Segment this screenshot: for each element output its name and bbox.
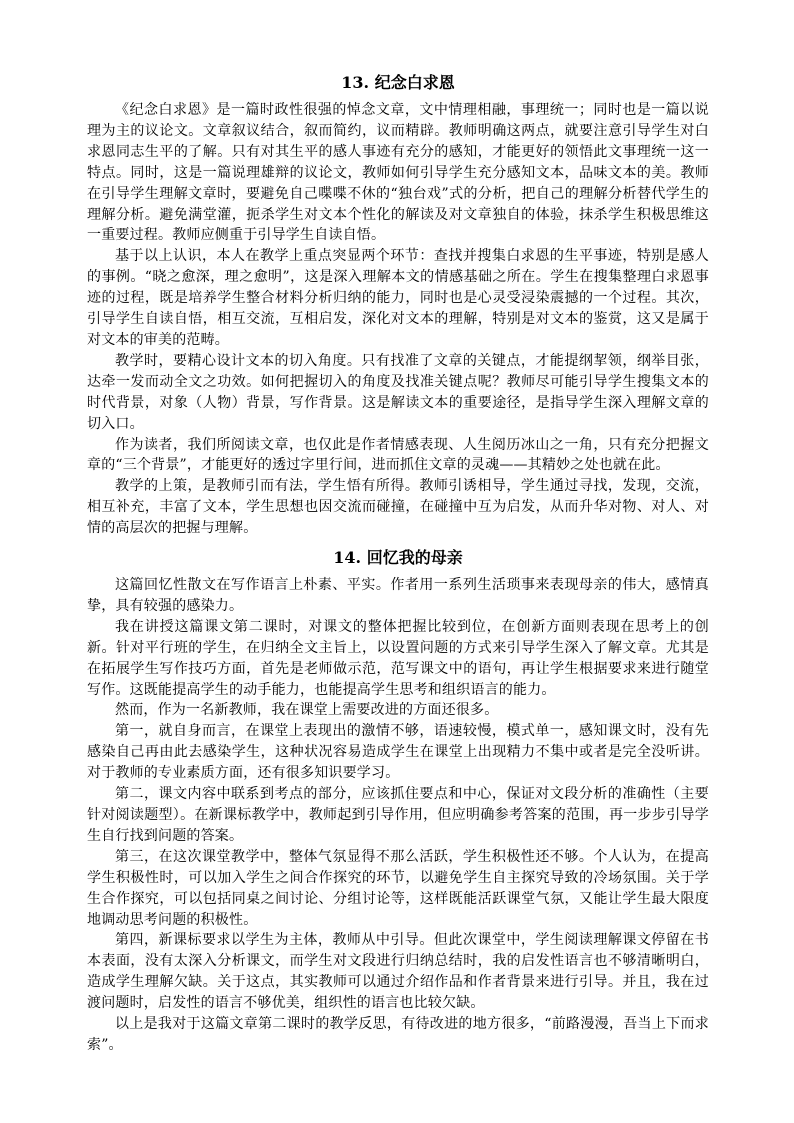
paragraph: 教学的上策，是教师引而有法，学生悟有所得。教师引诱相导，学生通过寻找，发现，交流，相互补充，丰富了文本，学生思想也因交流而碰撞，在碰撞中互为启发，从而升华对物、对人、对情的高层次的把握与理解。 bbox=[87, 478, 709, 537]
paragraph: 第一，就自身而言，在课堂上表现出的激情不够，语速较慢，模式单一，感知课文时，没有先感染自己再由此去感染学生，这种状况容易造成学生在课堂上出现精力不集中或者是完全没听讲。对于教师的专业素质方面，还有很多知识要学习。 bbox=[87, 723, 709, 782]
paragraph: 基于以上认识，本人在教学上重点突显两个环节：查找并搜集白求恩的生平事迹，特别是感人的事例。“晓之愈深，理之愈明”，这是深入理解本文的情感基础之所在。学生在搜集整理白求恩事迹的过程，既是培养学生整合材料分析归纳的能力，同时也是心灵受浸染震撼的一个过程。其次，引导学生自读自悟，相互交流，互相启发，深化对文本的理解，特别是对文本的鉴赏，这又是属于对文本的审美的范畴。 bbox=[87, 248, 709, 348]
paragraph: 作为读者，我们所阅读文章，也仅此是作者情感表现、人生阅历冰山之一角，只有充分把握文章的“三个背景”，才能更好的透过字里行间，进而抓住文章的灵魂——其精妙之处也就在此。 bbox=[87, 436, 709, 474]
paragraph: 第四，新课标要求以学生为主体，教师从中引导。但此次课堂中，学生阅读理解课文停留在书本表面，没有太深入分析课文，而学生对文段进行归纳总结时，我的启发性语言也不够清晰明白，造成学生理解欠缺。关于这点，其实教师可以通过介绍作品和作者背景来进行引导。并且，我在过渡问题时，启发性的语言不够优美，组织性的语言也比较欠缺。 bbox=[87, 932, 709, 1012]
section-commemorate-bethune bbox=[87, 72, 709, 539]
paragraph: 然而，作为一名新教师，我在课堂上需要改进的方面还很多。 bbox=[115, 702, 499, 719]
paragraph: 《纪念白求恩》是一篇时政性很强的悼念文章，文中情理相融，事理统一；同时也是一篇以说理为主的议论文。文章叙议结合，叙而简约，议而精辟。教师明确这两点，就要注意引导学生对白求恩同志生平的了解。只有对其生平的感人事迹有充分的感知，才能更好的领悟此文事理统一这一特点。同时，这是一篇说理雄辩的议论文，教师如何引导学生充分感知文本，品味文本的美。教师在引导学生理解文章时，要避免自己喋喋不休的“独台戏”式的分析，把自己的理解分析替代学生的理解分析。避免满堂灌，扼杀学生对文本个性化的解读及对文章独自的体验，抹杀学生积极思维这一重要过程。教师应侧重于引导学生自读自悟。 bbox=[87, 102, 709, 244]
paragraph: 第三，在这次课堂教学中，整体气氛显得不那么活跃，学生积极性还不够。个人认为，在提高学生积极性时，可以加入学生之间合作探究的环节，以避免学生自主探究导致的冷场氛围。关于学生合作探究，可以包括同桌之间讨论、分组讨论等，这样既能活跃课堂气氛，又能让学生最大限度地调动思考问题的积极性。 bbox=[87, 848, 709, 928]
section-title: 14. 回忆我的母亲 bbox=[333, 548, 463, 568]
section-recall-my-mother bbox=[87, 547, 709, 1056]
document-page bbox=[87, 64, 709, 1056]
paragraph: 以上是我对于这篇文章第二课时的教学反思，有待改进的地方很多，“前路漫漫，吾当上下而求索”。 bbox=[87, 1016, 709, 1053]
paragraph: 这篇回忆性散文在写作语言上朴素、平实。作者用一系列生活琐事来表现母亲的伟大，感情真挚，具有较强的感染力。 bbox=[87, 577, 709, 614]
paragraph: 第二，课文内容中联系到考点的部分，应该抓住要点和中心，保证对文段分析的准确性（主要针对阅读题型）。在新课标教学中，教师起到引导作用，但应明确参考答案的范围，再一步步引导学生自行找到问题的答案。 bbox=[87, 786, 709, 844]
paragraph: 我在讲授这篇课文第二课时，对课文的整体把握比较到位，在创新方面则表现在思考上的创新。针对平行班的学生，在归纳全文主旨上，以设置问题的方式来引导学生深入了解文章。尤其是在拓展学生写作技巧方面，首先是老师做示范，范写课文中的语句，再让学生根据要求来进行随堂写作。这既能提高学生的动手能力，也能提高学生思考和组织语言的能力。 bbox=[87, 618, 709, 698]
paragraph: 教学时，要精心设计文本的切入角度。只有找准了文章的关键点，才能提纲挈领，纲举目张，达牵一发而动全文之功效。如何把握切入的角度及找准关键点呢？教师尽可能引导学生搜集文本的时代背景，对象（人物）背景，写作背景。这是解读文本的重要途径，是指导学生深入理解文章的切入口。 bbox=[87, 352, 709, 432]
section-title: 13. 纪念白求恩 bbox=[341, 73, 455, 92]
